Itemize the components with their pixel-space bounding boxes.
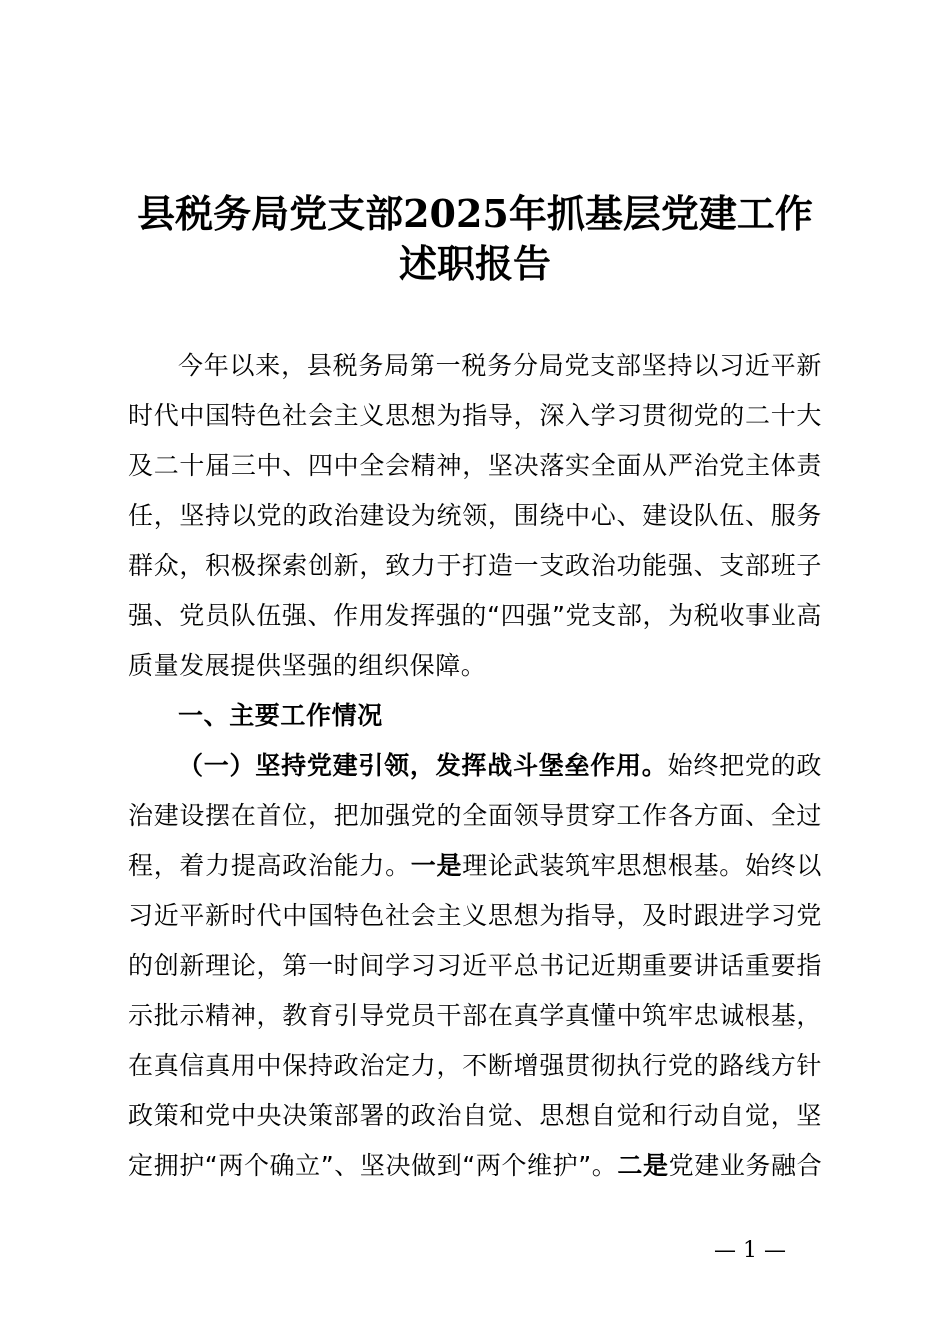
paragraph-line: 的创新理论，第一时间学习习近平总书记近期重要讲话重要指: [128, 951, 822, 980]
paragraph-line: 治建设摆在首位，把加强党的全面领导贯穿工作各方面、全过: [128, 801, 822, 830]
text-run: 理论武装筑牢思想根基。始终以: [462, 851, 822, 880]
paragraph-line: 质量发展提供坚强的组织保障。: [128, 651, 487, 680]
paragraph-line: 习近平新时代中国特色社会主义思想为指导，及时跟进学习党: [128, 901, 822, 930]
page-number: — 1 —: [714, 1238, 786, 1263]
paragraph-line: [178, 746, 822, 786]
text-run: 党建业务融合: [668, 1151, 823, 1180]
emphasis-marker: 一是: [410, 851, 463, 880]
subsection-heading: （一）坚持党建引领，发挥战斗堡垒作用。: [178, 751, 668, 780]
section-heading: 一、主要工作情况: [178, 701, 383, 730]
paragraph-line: 政策和党中央决策部署的政治自觉、思想自觉和行动自觉，坚: [128, 1101, 822, 1130]
text-run: 定拥护“两个确立”、坚决做到“两个维护”。: [128, 1151, 618, 1180]
text-run: 程，着力提高政治能力。: [128, 851, 411, 880]
paragraph-line: [128, 1146, 822, 1186]
paragraph-line: [128, 846, 822, 886]
text-run: 始终把党的政: [667, 751, 822, 780]
paragraph-line: 群众，积极探索创新，致力于打造一支政治功能强、支部班子: [128, 551, 822, 580]
document-title-line2: 述职报告: [398, 241, 551, 286]
paragraph-line: 今年以来，县税务局第一税务分局党支部坚持以习近平新: [178, 351, 822, 380]
paragraph-line: 示批示精神，教育引导党员干部在真学真懂中筑牢忠诚根基，: [128, 1001, 822, 1030]
document-title-line1: 县税务局党支部2025年抓基层党建工作: [137, 191, 813, 236]
paragraph-line: 时代中国特色社会主义思想为指导，深入学习贯彻党的二十大: [128, 401, 822, 430]
paragraph-line: 任，坚持以党的政治建设为统领，围绕中心、建设队伍、服务: [128, 501, 822, 530]
paragraph-line: 强、党员队伍强、作用发挥强的“四强”党支部，为税收事业高: [128, 601, 822, 630]
paragraph-line: 及二十届三中、四中全会精神，坚决落实全面从严治党主体责: [128, 451, 822, 480]
paragraph-line: 在真信真用中保持政治定力，不断增强贯彻执行党的路线方针: [128, 1051, 822, 1080]
emphasis-marker: 二是: [617, 1151, 669, 1180]
